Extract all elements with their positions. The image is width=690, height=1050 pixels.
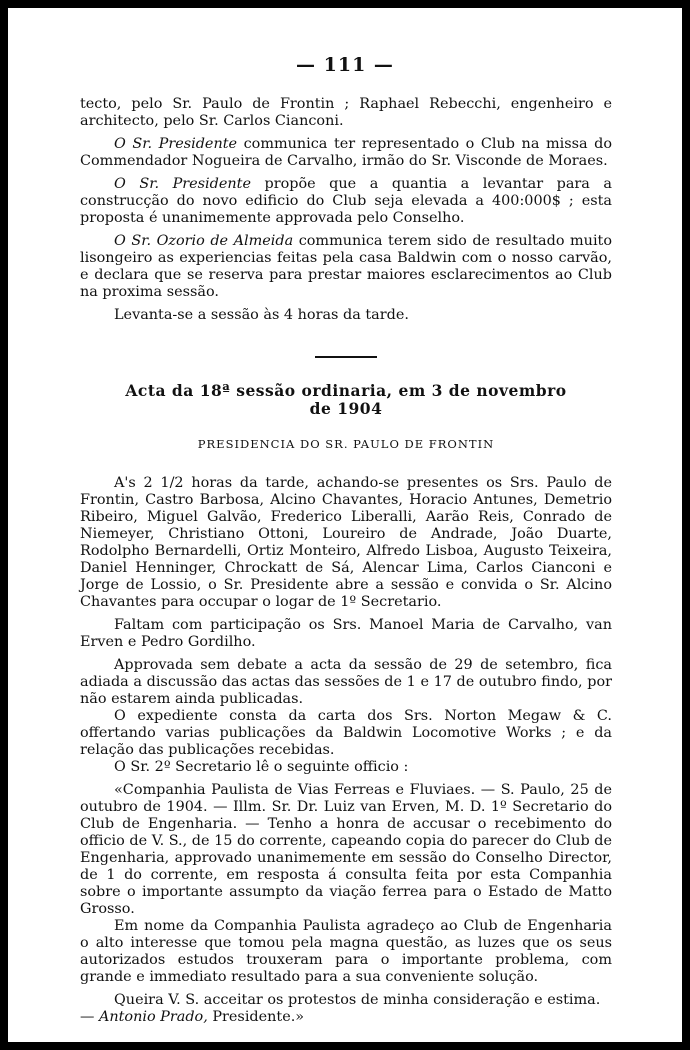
minutes-title [80,382,612,418]
letter-paragraph-3: Queira V. S. acceitar os protestos de minha consideração e estima. [114,992,601,1008]
page-number: — 111 — [296,54,394,76]
minutes-paragraph-correspondence: O expediente consta da carta dos Srs. Norton Megaw & C. offertando varias publicações da Baldwin Locomotive Works ; e da relação das publicações recebidas. [80,708,612,758]
signer-name: Antonio Prado, [98,1009,208,1025]
minutes-paragraph-approval: Approvada sem debate a acta da sessão de 29 de setembro, fica adiada a discussão das actas das sessões de 1 e 17 de outubro findo, por não estarem ainda publicadas. [80,657,612,707]
letter-paragraph-1: «Companhia Paulista de Vias Ferreas e Fluviaes. — S. Paulo, 25 de outubro de 1904. — Illm. Sr. Dr. Luiz van Erven, M. D. 1º Secretario do Club de Engenharia. — Tenho a honra de accusar o recebimento do officio de V. S., de 15 do corrente, capeando copia do parecer do Club de Engenharia, approvado unanimemente em sessão do Conselho Director, de 1 do corrente, em resposta á consulta feita por esta Companhia sobre o importante assumpto da viação ferrea para o Estado de Matto Grosso. [80,782,613,917]
intro-paragraph-4 [80,233,612,301]
minutes-paragraph-absences: Faltam com participação os Srs. Manoel Maria de Carvalho, van Erven e Pedro Gordilho. [80,617,612,650]
minutes-paragraph-attendance: A's 2 1/2 horas da tarde, achando-se presentes os Srs. Paulo de Frontin, Castro Barbosa, Alcino Chavantes, Horacio Antunes, Demetrio Ribeiro, Miguel Galvão, Frederico Liberalli, Aarão Reis, Conrado de Niemeyer, Christiano Ottoni, Loureiro de Andrade, João Duarte, Rodolpho Bernardelli, Ortiz Monteiro, Alfredo Lisboa, Augusto Teixeira, Daniel Henninger, Chrockatt de Sá, Alencar Lima, Carlos Cianconi e Jorge de Lossio, o Sr. Presidente abre a sessão e convida o Sr. Alcino Chavantes para occupar o logar de 1º Secretario. [80,475,612,610]
paragraph-text: propõe que a quantia a levantar para a construcção do novo edificio do Club seja elevada a 400:000$ ; esta proposta é unanimemente approvada pelo Conselho. [80,176,613,226]
intro-paragraph-2 [80,136,612,170]
intro-paragraph-5: Levanta-se a sessão às 4 horas da tarde. [114,307,409,323]
paragraph-text: communica terem sido de resultado muito lisongeiro as experiencias feitas pela casa Baldwin com o nosso carvão, e declara que se reserva para prestar maiores esclarecimentos ao Club na proxima sessão. [80,233,612,300]
speaker-name: O Sr. Presidente [114,136,238,152]
page-content [80,96,612,1026]
speaker-name: O Sr. Ozorio de Almeida [114,233,294,249]
minutes-title-line-1: Acta da 18ª sessão ordinaria, em 3 de novembro [125,381,567,400]
presidency-line: PRESIDENCIA DO SR. PAULO DE FRONTIN [197,437,495,451]
letter-signature [80,1009,612,1026]
minutes-paragraph-reading: O Sr. 2º Secretario lê o seguinte officio : [114,759,409,775]
document-page [8,8,682,1042]
intro-paragraph-3 [80,176,612,227]
section-divider [315,356,377,358]
speaker-name: O Sr. Presidente [114,176,251,192]
signature-dash: — [80,1009,99,1025]
minutes-title-line-2: de 1904 [309,399,383,418]
signer-role: Presidente.» [207,1009,305,1025]
letter-paragraph-2: Em nome da Companhia Paulista agradeço ao Club de Engenharia o alto interesse que tomou pela magna questão, as luzes que os seus autorizados estudos trouxeram para o importante problema, com grande e immediato resultado para a sua conveniente solução. [80,918,612,985]
intro-paragraph-1: tecto, pelo Sr. Paulo de Frontin ; Raphael Rebecchi, engenheiro e architecto, pelo Sr. Carlos Cianconi. [80,96,612,129]
paragraph-text: communica ter representado o Club na missa do Commendador Nogueira de Carvalho, irmão do Sr. Visconde de Moraes. [80,136,612,169]
